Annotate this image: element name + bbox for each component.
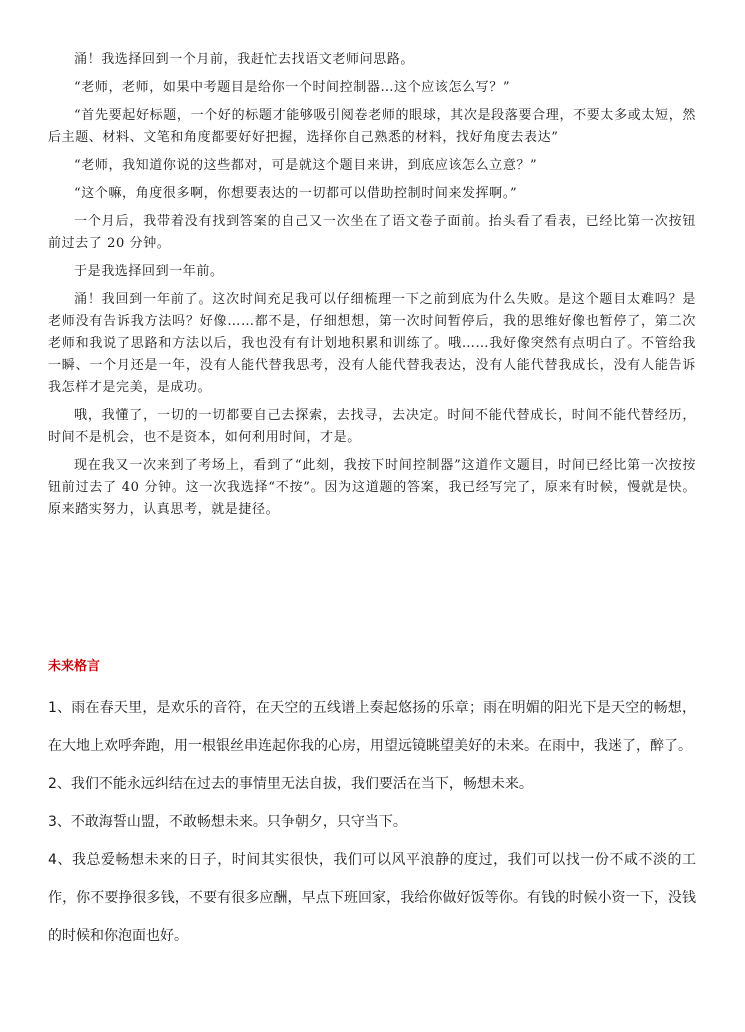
story-paragraph: “老师，我知道你说的这些都对，可是就这个题目来讲，到底应该怎么立意？” (74, 158, 538, 173)
story-paragraph: 涌！我回到一年前了。这次时间充足我可以仔细梳理一下之前到底为什么失败。是这个题目太难吗？是老师没有告诉我方法吗？好像……都不是，仔细想想，第一次时间暂停后，我的思维好像也暂停了，第二次老师和我说了思路和方法以后，我也没有有计划地积累和训练了。哦……我好像突然有点明白了。不管给我一瞬、一个月还是一年，没有人能代替我思考，没有人能代替我表达，没有人能代替我成长，没有人能告诉我怎样才是完美，是成功。 (48, 292, 696, 395)
quote-item: 1、雨在春天里，是欢乐的音符，在天空的五线谱上奏起悠扬的乐章；雨在明媚的阳光下是天空的畅想，在大地上欢呼奔跑，用一根银丝串连起你我的心房，用望远镜眺望美好的未来。在雨中，我迷了，醉了。 (48, 700, 696, 754)
story-paragraph: 一个月后，我带着没有找到答案的自己又一次坐在了语文卷子面前。抬头看了看表，已经比第一次按钮前过去了 20 分钟。 (48, 214, 696, 251)
story-paragraph: 现在我又一次来到了考场上，看到了“此刻，我按下时间控制器”这道作文题目，时间已经比第一次按按钮前过去了 40 分钟。这一次我选择“不按”。因为这道题的答案，我已经写完了，原来有时候，慢就是快。原来踏实努力，认真思考，就是捷径。 (48, 458, 696, 517)
story-paragraph: “老师，老师，如果中考题目是给你一个时间控制器…这个应该怎么写？” (74, 80, 511, 95)
story-section (48, 49, 696, 521)
story-paragraph: 哦，我懂了，一切的一切都要自己去探索，去找寻，去决定。时间不能代替成长，时间不能代替经历，时间不是机会，也不是资本，如何利用时间，才是。 (48, 408, 696, 445)
section-heading: 未来格言 (48, 659, 101, 674)
quote-item: 3、不敢海誓山盟，不敢畅想未来。只争朝夕，只守当下。 (48, 814, 407, 830)
story-paragraph: 涌！我选择回到一个月前，我赶忙去找语文老师问思路。 (74, 52, 415, 67)
story-paragraph: “首先要起好标题，一个好的标题才能够吸引阅卷老师的眼球，其次是段落要合理，不要太多或太短，然后主题、材料、文笔和角度都要好好把握，选择你自己熟悉的材料，找好角度去表达” (48, 108, 696, 145)
quotes-list (48, 689, 696, 955)
quote-item: 4、我总爱畅想未来的日子，时间其实很快，我们可以风平浪静的度过，我们可以找一份不咸不淡的工作，你不要挣很多钱，不要有很多应酬，早点下班回家，我给你做好饭等你。有钱的时候小资一下，没钱的时候和你泡面也好。 (48, 852, 696, 944)
quote-item: 2、我们不能永远纠结在过去的事情里无法自拔，我们要活在当下，畅想未来。 (48, 776, 533, 792)
story-paragraph: 于是我选择回到一年前。 (74, 264, 224, 279)
story-paragraph: “这个嘛，角度很多啊，你想要表达的一切都可以借助控制时间来发挥啊。” (74, 186, 518, 201)
